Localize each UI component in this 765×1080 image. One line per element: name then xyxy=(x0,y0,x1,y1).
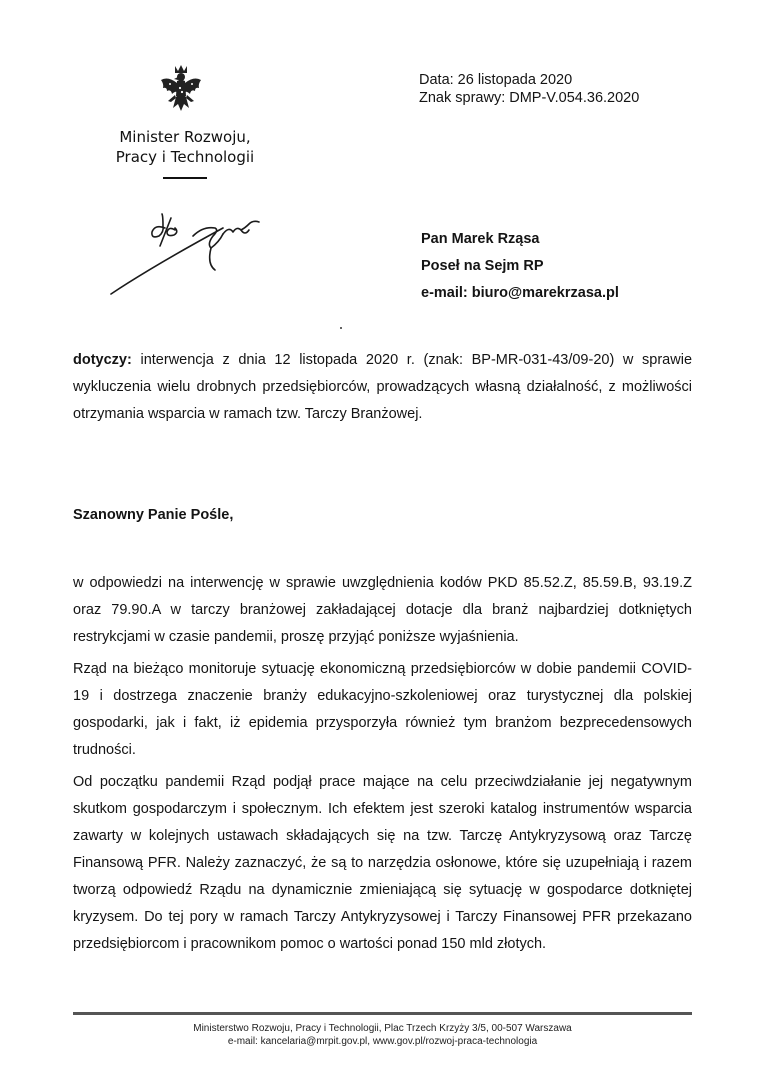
ministry-line-2: Pracy i Technologii xyxy=(115,148,255,166)
signature-icon xyxy=(103,206,283,306)
regarding-text: interwencja z dnia 12 listopada 2020 r. (znak: BP-MR-031-43/09-20) w sprawie wykluczenia wielu drobnych przedsiębiorców, prowadzących własną działalność, z możliwości otrzymania wsparcia w ramach tzw. Tarczy Branżowej. xyxy=(73,352,693,422)
salutation: Szanowny Panie Pośle, xyxy=(73,507,234,523)
footer-contact: e-mail: kancelaria@mrpit.gov.pl, www.gov.pl/rozwoj-praca-technologia xyxy=(227,1036,538,1047)
ministry-line-1: Minister Rozwoju, xyxy=(119,128,251,146)
addressee-block xyxy=(421,226,619,307)
addressee-name: Pan Marek Rząsa xyxy=(421,231,540,247)
eagle-emblem-icon xyxy=(160,64,202,116)
regarding-label: dotyczy: xyxy=(73,352,132,368)
footer-divider xyxy=(73,1012,692,1015)
footer xyxy=(73,1022,692,1048)
regarding-block xyxy=(73,347,692,428)
case-reference: Znak sprawy: DMP-V.054.36.2020 xyxy=(419,90,640,106)
letter-date: Data: 26 listopada 2020 xyxy=(419,72,573,88)
body-paragraph-3: Od początku pandemii Rząd podjął prace mające na celu przeciwdziałanie jej negatywnym skutkom gospodarczym i społecznym. Ich efektem jest szeroki katalog instrumentów wsparcia zawarty w kolejnych ustawach składających się na tzw. Tarczę Antykryzysową oraz Tarczę Finansową PFR. Należy zaznaczyć, że są to narzędzia osłonowe, które się uzupełniają i razem tworzą odpowiedź Rządu na dynamicznie zmieniającą się sytuację w gospodarce dotkniętej kryzysem. Do tej pory w ramach Tarczy Antykryzysowej i Tarczy Finansowej PFR przekazano przedsiębiorcom i pracownikom pomoc o wartości ponad 150 mld złotych. xyxy=(73,774,692,952)
ministry-name xyxy=(100,127,270,179)
addressee-title: Poseł na Sejm RP xyxy=(421,258,544,274)
body-paragraph-2: Rząd na bieżąco monitoruje sytuację ekonomiczną przedsiębiorców w dobie pandemii COVID-19 i dostrzega znaczenie branży edukacyjno-szkoleniowej oraz turystycznej dla polskiej gospodarki, jak i fakt, iż epidemia przysporzyła również tym branżom bezprecedensowych trudności. xyxy=(73,661,692,758)
footer-address: Ministerstwo Rozwoju, Pracy i Technologii, Plac Trzech Krzyży 3/5, 00-507 Warszawa xyxy=(193,1023,572,1034)
ministry-divider xyxy=(163,177,207,179)
stray-mark xyxy=(340,327,342,329)
addressee-email: e-mail: biuro@marekrzasa.pl xyxy=(421,285,619,301)
letter-meta xyxy=(419,71,639,107)
body-paragraph-1: w odpowiedzi na interwencję w sprawie uwzględnienia kodów PKD 85.52.Z, 85.59.B, 93.19.Z oraz 79.90.A w tarczy branżowej zakładającej dotacje dla branż najbardziej dotkniętych restrykcjami w czasie pandemii, proszę przyjąć poniższe wyjaśnienia. xyxy=(73,575,692,645)
